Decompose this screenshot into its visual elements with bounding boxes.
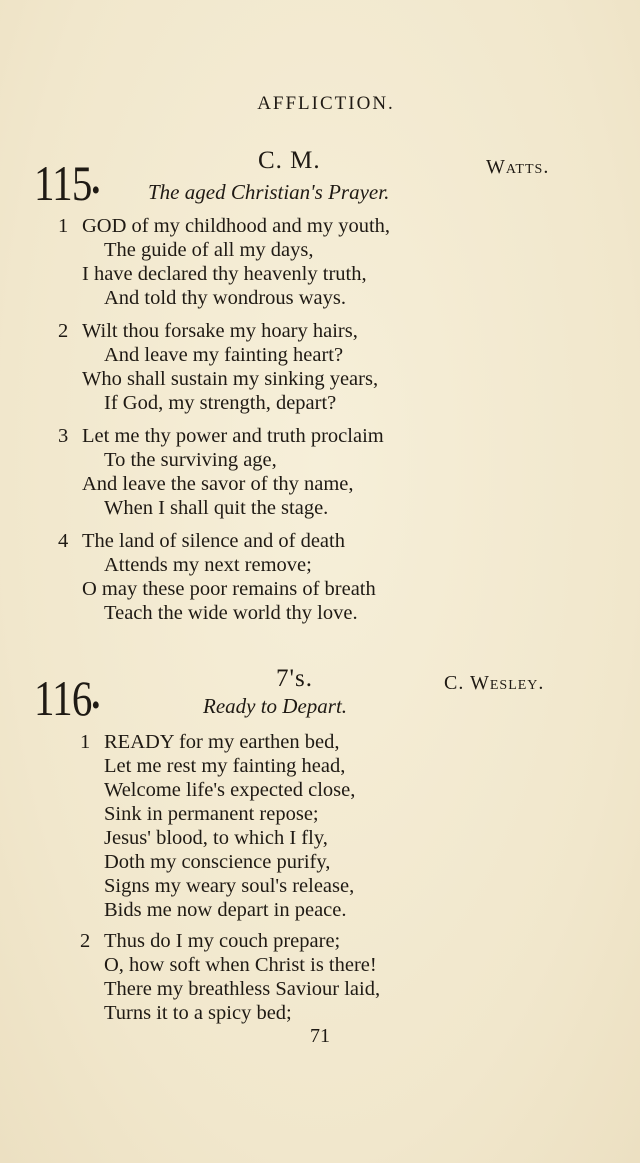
verse-line: Who shall sustain my sinking years, <box>82 368 379 390</box>
verse-line: Jesus' blood, to which I fly, <box>104 827 328 849</box>
running-head: AFFLICTION. <box>257 93 395 114</box>
stanza-number: 2 <box>58 320 69 342</box>
verse-line: Attends my next remove; <box>104 554 312 576</box>
hymn-meter: C. M. <box>258 147 321 174</box>
stanza <box>58 214 390 310</box>
verse-line: Sink in permanent repose; <box>104 803 319 825</box>
page-number: 71 <box>310 1025 330 1047</box>
verse-line: And leave my fainting heart? <box>104 344 344 366</box>
stanza-number: 4 <box>58 530 69 552</box>
verse-line: And told thy wondrous ways. <box>104 287 347 309</box>
verse-line: Signs my weary soul's release, <box>104 875 355 897</box>
stanza-number: 1 <box>80 731 91 753</box>
hymn-number: 115• <box>34 155 100 211</box>
stanza-number: 1 <box>58 215 69 237</box>
verse-line: 2 Thus do I my couch prepare; <box>80 930 341 952</box>
verse-line: O, how soft when Christ is there! <box>104 954 377 976</box>
stanza <box>58 424 384 520</box>
verse-line: When I shall quit the stage. <box>104 497 329 519</box>
hymn-number: 116• <box>34 670 100 726</box>
verse-line: Welcome life's expected close, <box>104 779 356 801</box>
verse-line: And leave the savor of thy name, <box>82 473 354 495</box>
verse-line: Teach the wide world thy love. <box>104 602 358 624</box>
verse-line: If God, my strength, depart? <box>104 392 337 414</box>
verse-line: The guide of all my days, <box>104 239 314 261</box>
verse-line: Turns it to a spicy bed; <box>104 1002 292 1024</box>
verse-line: 1 GOD of my childhood and my youth, <box>58 215 391 237</box>
verse-line: 2 Wilt thou forsake my hoary hairs, <box>58 320 358 342</box>
stanza <box>58 319 378 415</box>
verse-line: 1 READY for my earthen bed, <box>80 731 340 753</box>
verse-line: 3 Let me thy power and truth proclaim <box>58 425 384 447</box>
stanza-number: 2 <box>80 930 91 952</box>
stanza <box>80 730 355 922</box>
verse-line: 4 The land of silence and of death <box>58 530 345 552</box>
hymn-number-value: 115 <box>34 155 92 211</box>
hymn-author: Watts. <box>486 156 550 178</box>
hymn-title: The aged Christian's Prayer. <box>148 180 390 204</box>
verse-line: O may these poor remains of breath <box>82 578 376 600</box>
verse-line: Let me rest my fainting head, <box>104 755 346 777</box>
hymn-title: Ready to Depart. <box>203 694 348 718</box>
hymn-meter: 7's. <box>276 665 313 692</box>
verse-line: To the surviving age, <box>104 449 277 471</box>
verse-line: Doth my conscience purify, <box>104 851 331 873</box>
hymn-number-value: 116 <box>34 670 92 726</box>
stanza-number: 3 <box>58 425 69 447</box>
stanza <box>58 529 376 625</box>
verse-line: There my breathless Saviour laid, <box>104 978 381 1000</box>
hymn-author: C. Wesley. <box>444 672 545 694</box>
verse-line: I have declared thy heavenly truth, <box>82 263 367 285</box>
stanza <box>80 929 380 1025</box>
verse-line: Bids me now depart in peace. <box>104 899 347 921</box>
